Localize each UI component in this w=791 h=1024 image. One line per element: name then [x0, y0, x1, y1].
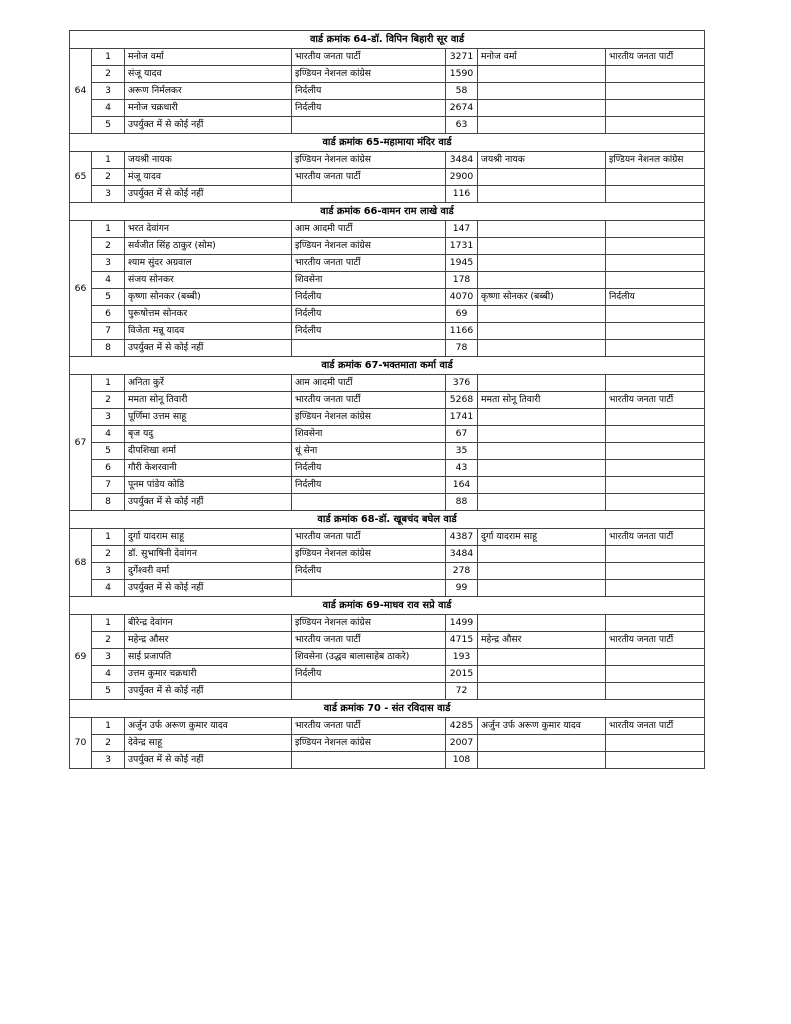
- votes-cell: 3271: [446, 49, 478, 66]
- candidate-name-cell: अनिता कुर्रे: [125, 375, 292, 392]
- winner-name-cell: [478, 186, 606, 203]
- ward-number-cell: 70: [70, 718, 92, 769]
- candidate-name-cell: पूर्णिमा उत्तम साहू: [125, 409, 292, 426]
- votes-cell: 193: [446, 649, 478, 666]
- votes-cell: 2007: [446, 735, 478, 752]
- winner-name-cell: [478, 494, 606, 511]
- party-cell: निर्दलीय: [292, 460, 446, 477]
- votes-cell: 67: [446, 426, 478, 443]
- serial-number-cell: 5: [92, 443, 125, 460]
- votes-cell: 63: [446, 117, 478, 134]
- winner-party-cell: [606, 409, 705, 426]
- party-cell: निर्दलीय: [292, 477, 446, 494]
- winner-name-cell: [478, 580, 606, 597]
- votes-cell: 2900: [446, 169, 478, 186]
- winner-party-cell: [606, 221, 705, 238]
- winner-party-cell: [606, 563, 705, 580]
- serial-number-cell: 4: [92, 272, 125, 289]
- winner-name-cell: [478, 426, 606, 443]
- candidate-row: [70, 615, 705, 632]
- party-cell: आम आदमी पार्टी: [292, 375, 446, 392]
- party-cell: निर्दलीय: [292, 323, 446, 340]
- candidate-name-cell: संजय सोनकर: [125, 272, 292, 289]
- party-cell: [292, 683, 446, 700]
- ward-results-table: [69, 30, 705, 769]
- ward-header-row: [70, 203, 705, 221]
- winner-party-cell: [606, 460, 705, 477]
- winner-party-cell: [606, 323, 705, 340]
- party-cell: निर्दलीय: [292, 666, 446, 683]
- candidate-row: [70, 152, 705, 169]
- candidate-row: [70, 272, 705, 289]
- party-cell: [292, 494, 446, 511]
- votes-cell: 164: [446, 477, 478, 494]
- candidate-row: [70, 221, 705, 238]
- party-cell: [292, 340, 446, 357]
- party-cell: [292, 752, 446, 769]
- winner-party-cell: [606, 306, 705, 323]
- serial-number-cell: 1: [92, 375, 125, 392]
- serial-number-cell: 6: [92, 306, 125, 323]
- winner-party-cell: [606, 546, 705, 563]
- party-cell: निर्दलीय: [292, 563, 446, 580]
- winner-party-cell: [606, 100, 705, 117]
- winner-name-cell: दुर्गा यादराम साहू: [478, 529, 606, 546]
- candidate-row: [70, 649, 705, 666]
- ward-title: वार्ड क्रमांक 64-डॉ. विपिन बिहारी सूर वार्ड: [70, 31, 705, 49]
- winner-name-cell: [478, 443, 606, 460]
- votes-cell: 99: [446, 580, 478, 597]
- votes-cell: 1741: [446, 409, 478, 426]
- candidate-name-cell: कृष्णा सोनकर (बब्बी): [125, 289, 292, 306]
- candidate-row: [70, 340, 705, 357]
- serial-number-cell: 1: [92, 221, 125, 238]
- winner-party-cell: इण्डियन नेशनल कांग्रेस: [606, 152, 705, 169]
- serial-number-cell: 3: [92, 649, 125, 666]
- party-cell: भारतीय जनता पार्टी: [292, 718, 446, 735]
- winner-name-cell: [478, 117, 606, 134]
- winner-name-cell: [478, 169, 606, 186]
- candidate-row: [70, 100, 705, 117]
- party-cell: इण्डियन नेशनल कांग्रेस: [292, 615, 446, 632]
- serial-number-cell: 5: [92, 289, 125, 306]
- serial-number-cell: 3: [92, 563, 125, 580]
- party-cell: शिवसेना: [292, 272, 446, 289]
- candidate-name-cell: संजू यादव: [125, 66, 292, 83]
- ward-title: वार्ड क्रमांक 68-डॉ. खूबचंद बघेल वार्ड: [70, 511, 705, 529]
- party-cell: भारतीय जनता पार्टी: [292, 169, 446, 186]
- ward-header-row: [70, 511, 705, 529]
- party-cell: निर्दलीय: [292, 83, 446, 100]
- winner-party-cell: [606, 340, 705, 357]
- votes-cell: 2015: [446, 666, 478, 683]
- party-cell: भारतीय जनता पार्टी: [292, 392, 446, 409]
- candidate-name-cell: गौरी केशरवानी: [125, 460, 292, 477]
- winner-name-cell: [478, 683, 606, 700]
- ward-number-cell: 65: [70, 152, 92, 203]
- candidate-name-cell: दुर्गेश्वरी वर्मा: [125, 563, 292, 580]
- candidate-name-cell: भरत देवांगन: [125, 221, 292, 238]
- votes-cell: 58: [446, 83, 478, 100]
- candidate-name-cell: विजेता मन्नू यादव: [125, 323, 292, 340]
- candidate-name-cell: मनोज चक्रधारी: [125, 100, 292, 117]
- votes-cell: 3484: [446, 546, 478, 563]
- winner-party-cell: भारतीय जनता पार्टी: [606, 529, 705, 546]
- winner-party-cell: [606, 649, 705, 666]
- votes-cell: 278: [446, 563, 478, 580]
- candidate-row: [70, 666, 705, 683]
- serial-number-cell: 1: [92, 152, 125, 169]
- votes-cell: 178: [446, 272, 478, 289]
- serial-number-cell: 4: [92, 666, 125, 683]
- votes-cell: 1499: [446, 615, 478, 632]
- serial-number-cell: 4: [92, 426, 125, 443]
- candidate-name-cell: ममता सोनू तिवारी: [125, 392, 292, 409]
- candidate-row: [70, 238, 705, 255]
- votes-cell: 5268: [446, 392, 478, 409]
- ward-number-cell: 64: [70, 49, 92, 134]
- winner-name-cell: मनोज वर्मा: [478, 49, 606, 66]
- serial-number-cell: 2: [92, 632, 125, 649]
- serial-number-cell: 3: [92, 186, 125, 203]
- winner-name-cell: [478, 255, 606, 272]
- candidate-name-cell: बृज यदु: [125, 426, 292, 443]
- winner-name-cell: महेन्द्र औसर: [478, 632, 606, 649]
- candidate-name-cell: उपर्युक्त में से कोई नहीं: [125, 117, 292, 134]
- candidate-name-cell: उपर्युक्त में से कोई नहीं: [125, 186, 292, 203]
- ward-title: वार्ड क्रमांक 66-वामन राम लाखे वार्ड: [70, 203, 705, 221]
- votes-cell: 4715: [446, 632, 478, 649]
- candidate-name-cell: डॉ. सुभाषिनी देवांगन: [125, 546, 292, 563]
- winner-name-cell: [478, 238, 606, 255]
- candidate-row: [70, 735, 705, 752]
- serial-number-cell: 3: [92, 409, 125, 426]
- candidate-row: [70, 718, 705, 735]
- winner-party-cell: [606, 683, 705, 700]
- party-cell: निर्दलीय: [292, 289, 446, 306]
- winner-party-cell: भारतीय जनता पार्टी: [606, 49, 705, 66]
- candidate-name-cell: उपर्युक्त में से कोई नहीं: [125, 683, 292, 700]
- votes-cell: 108: [446, 752, 478, 769]
- ward-title: वार्ड क्रमांक 69-माधव राव सप्रे वार्ड: [70, 597, 705, 615]
- serial-number-cell: 1: [92, 718, 125, 735]
- serial-number-cell: 5: [92, 117, 125, 134]
- candidate-row: [70, 426, 705, 443]
- candidate-row: [70, 83, 705, 100]
- winner-party-cell: [606, 752, 705, 769]
- winner-name-cell: ममता सोनू तिवारी: [478, 392, 606, 409]
- votes-cell: 3484: [446, 152, 478, 169]
- party-cell: भारतीय जनता पार्टी: [292, 49, 446, 66]
- ward-header-row: [70, 31, 705, 49]
- candidate-name-cell: साई प्रजापति: [125, 649, 292, 666]
- party-cell: इण्डियन नेशनल कांग्रेस: [292, 152, 446, 169]
- candidate-row: [70, 477, 705, 494]
- winner-party-cell: [606, 735, 705, 752]
- winner-name-cell: कृष्णा सोनकर (बब्बी): [478, 289, 606, 306]
- candidate-row: [70, 443, 705, 460]
- candidate-name-cell: पूनम पांडेय कोडि: [125, 477, 292, 494]
- winner-name-cell: [478, 66, 606, 83]
- votes-cell: 4285: [446, 718, 478, 735]
- candidate-row: [70, 306, 705, 323]
- winner-name-cell: [478, 752, 606, 769]
- ward-title: वार्ड क्रमांक 65-महामाया मंदिर वार्ड: [70, 134, 705, 152]
- candidate-row: [70, 580, 705, 597]
- candidate-row: [70, 529, 705, 546]
- ward-header-row: [70, 700, 705, 718]
- votes-cell: 376: [446, 375, 478, 392]
- serial-number-cell: 1: [92, 49, 125, 66]
- winner-name-cell: जयश्री नायक: [478, 152, 606, 169]
- winner-name-cell: [478, 735, 606, 752]
- candidate-row: [70, 460, 705, 477]
- party-cell: [292, 580, 446, 597]
- serial-number-cell: 2: [92, 169, 125, 186]
- winner-party-cell: भारतीय जनता पार्टी: [606, 718, 705, 735]
- votes-cell: 4387: [446, 529, 478, 546]
- party-cell: भारतीय जनता पार्टी: [292, 529, 446, 546]
- candidate-name-cell: पुरूषोत्तम सोनकर: [125, 306, 292, 323]
- votes-cell: 78: [446, 340, 478, 357]
- party-cell: इण्डियन नेशनल कांग्रेस: [292, 238, 446, 255]
- serial-number-cell: 3: [92, 752, 125, 769]
- votes-cell: 1166: [446, 323, 478, 340]
- serial-number-cell: 5: [92, 683, 125, 700]
- winner-name-cell: [478, 272, 606, 289]
- serial-number-cell: 3: [92, 255, 125, 272]
- winner-party-cell: [606, 186, 705, 203]
- votes-cell: 72: [446, 683, 478, 700]
- votes-cell: 116: [446, 186, 478, 203]
- winner-name-cell: [478, 375, 606, 392]
- winner-party-cell: निर्दलीय: [606, 289, 705, 306]
- serial-number-cell: 2: [92, 66, 125, 83]
- candidate-name-cell: बीरेन्द्र देवांगन: [125, 615, 292, 632]
- winner-party-cell: [606, 117, 705, 134]
- candidate-name-cell: अरूण निर्मलकर: [125, 83, 292, 100]
- candidate-row: [70, 752, 705, 769]
- serial-number-cell: 1: [92, 529, 125, 546]
- serial-number-cell: 2: [92, 238, 125, 255]
- votes-cell: 4070: [446, 289, 478, 306]
- party-cell: निर्दलीय: [292, 100, 446, 117]
- serial-number-cell: 4: [92, 580, 125, 597]
- party-cell: इण्डियन नेशनल कांग्रेस: [292, 66, 446, 83]
- candidate-row: [70, 49, 705, 66]
- serial-number-cell: 7: [92, 477, 125, 494]
- candidate-row: [70, 494, 705, 511]
- winner-party-cell: [606, 83, 705, 100]
- candidate-row: [70, 392, 705, 409]
- serial-number-cell: 2: [92, 546, 125, 563]
- candidate-row: [70, 563, 705, 580]
- ward-number-cell: 69: [70, 615, 92, 700]
- serial-number-cell: 8: [92, 340, 125, 357]
- votes-cell: 2674: [446, 100, 478, 117]
- winner-name-cell: [478, 649, 606, 666]
- serial-number-cell: 2: [92, 735, 125, 752]
- candidate-name-cell: मनोज वर्मा: [125, 49, 292, 66]
- candidate-name-cell: मंजू यादव: [125, 169, 292, 186]
- winner-party-cell: [606, 66, 705, 83]
- candidate-row: [70, 66, 705, 83]
- ward-header-row: [70, 134, 705, 152]
- party-cell: आम आदमी पार्टी: [292, 221, 446, 238]
- ward-number-cell: 68: [70, 529, 92, 597]
- votes-cell: 43: [446, 460, 478, 477]
- ward-header-row: [70, 357, 705, 375]
- winner-name-cell: [478, 477, 606, 494]
- candidate-row: [70, 546, 705, 563]
- votes-cell: 35: [446, 443, 478, 460]
- candidate-name-cell: दीपशिखा शर्मा: [125, 443, 292, 460]
- winner-party-cell: [606, 255, 705, 272]
- candidate-row: [70, 289, 705, 306]
- winner-name-cell: अर्जुन उर्फ अरूण कुमार यादव: [478, 718, 606, 735]
- candidate-row: [70, 186, 705, 203]
- winner-party-cell: [606, 426, 705, 443]
- candidate-row: [70, 255, 705, 272]
- party-cell: शिवसेना: [292, 426, 446, 443]
- winner-name-cell: [478, 100, 606, 117]
- serial-number-cell: 8: [92, 494, 125, 511]
- ward-table-body: [70, 31, 705, 769]
- candidate-row: [70, 323, 705, 340]
- candidate-row: [70, 117, 705, 134]
- winner-party-cell: भारतीय जनता पार्टी: [606, 392, 705, 409]
- party-cell: [292, 186, 446, 203]
- winner-party-cell: [606, 615, 705, 632]
- winner-name-cell: [478, 221, 606, 238]
- winner-name-cell: [478, 666, 606, 683]
- candidate-name-cell: महेन्द्र औसर: [125, 632, 292, 649]
- party-cell: [292, 117, 446, 134]
- candidate-name-cell: जयश्री नायक: [125, 152, 292, 169]
- winner-name-cell: [478, 323, 606, 340]
- winner-party-cell: [606, 477, 705, 494]
- party-cell: इण्डियन नेशनल कांग्रेस: [292, 735, 446, 752]
- winner-name-cell: [478, 409, 606, 426]
- party-cell: शिवसेना (उद्धव बालासाहेब ठाकरे): [292, 649, 446, 666]
- candidate-row: [70, 409, 705, 426]
- ward-number-cell: 67: [70, 375, 92, 511]
- party-cell: इण्डियन नेशनल कांग्रेस: [292, 546, 446, 563]
- winner-party-cell: [606, 375, 705, 392]
- serial-number-cell: 2: [92, 392, 125, 409]
- candidate-row: [70, 169, 705, 186]
- candidate-name-cell: उपर्युक्त में से कोई नहीं: [125, 580, 292, 597]
- winner-party-cell: [606, 666, 705, 683]
- winner-name-cell: [478, 340, 606, 357]
- candidate-name-cell: उपर्युक्त में से कोई नहीं: [125, 752, 292, 769]
- party-cell: धूं सेना: [292, 443, 446, 460]
- winner-party-cell: [606, 494, 705, 511]
- party-cell: इण्डियन नेशनल कांग्रेस: [292, 409, 446, 426]
- candidate-row: [70, 375, 705, 392]
- winner-name-cell: [478, 83, 606, 100]
- serial-number-cell: 4: [92, 100, 125, 117]
- votes-cell: 1590: [446, 66, 478, 83]
- serial-number-cell: 3: [92, 83, 125, 100]
- candidate-name-cell: सर्वजीत सिंह ठाकुर (सोम): [125, 238, 292, 255]
- candidate-name-cell: देवेन्द्र साहू: [125, 735, 292, 752]
- votes-cell: 69: [446, 306, 478, 323]
- winner-party-cell: [606, 169, 705, 186]
- ward-number-cell: 66: [70, 221, 92, 357]
- winner-name-cell: [478, 615, 606, 632]
- votes-cell: 1731: [446, 238, 478, 255]
- winner-name-cell: [478, 546, 606, 563]
- winner-party-cell: [606, 238, 705, 255]
- candidate-name-cell: दुर्गा यादराम साहू: [125, 529, 292, 546]
- candidate-name-cell: उत्तम कुमार चक्रधारी: [125, 666, 292, 683]
- candidate-name-cell: श्याम सुंदर अग्रवाल: [125, 255, 292, 272]
- winner-party-cell: [606, 580, 705, 597]
- votes-cell: 1945: [446, 255, 478, 272]
- party-cell: भारतीय जनता पार्टी: [292, 632, 446, 649]
- votes-cell: 88: [446, 494, 478, 511]
- winner-name-cell: [478, 460, 606, 477]
- winner-name-cell: [478, 563, 606, 580]
- winner-name-cell: [478, 306, 606, 323]
- ward-title: वार्ड क्रमांक 67-भक्तमाता कर्मा वार्ड: [70, 357, 705, 375]
- party-cell: निर्दलीय: [292, 306, 446, 323]
- serial-number-cell: 7: [92, 323, 125, 340]
- serial-number-cell: 1: [92, 615, 125, 632]
- winner-party-cell: [606, 272, 705, 289]
- candidate-name-cell: उपर्युक्त में से कोई नहीं: [125, 340, 292, 357]
- ward-title: वार्ड क्रमांक 70 - संत रविदास वार्ड: [70, 700, 705, 718]
- winner-party-cell: [606, 443, 705, 460]
- candidate-row: [70, 683, 705, 700]
- ward-header-row: [70, 597, 705, 615]
- candidate-name-cell: अर्जुन उर्फ अरूण कुमार यादव: [125, 718, 292, 735]
- serial-number-cell: 6: [92, 460, 125, 477]
- candidate-row: [70, 632, 705, 649]
- candidate-name-cell: उपर्युक्त में से कोई नहीं: [125, 494, 292, 511]
- party-cell: भारतीय जनता पार्टी: [292, 255, 446, 272]
- votes-cell: 147: [446, 221, 478, 238]
- winner-party-cell: भारतीय जनता पार्टी: [606, 632, 705, 649]
